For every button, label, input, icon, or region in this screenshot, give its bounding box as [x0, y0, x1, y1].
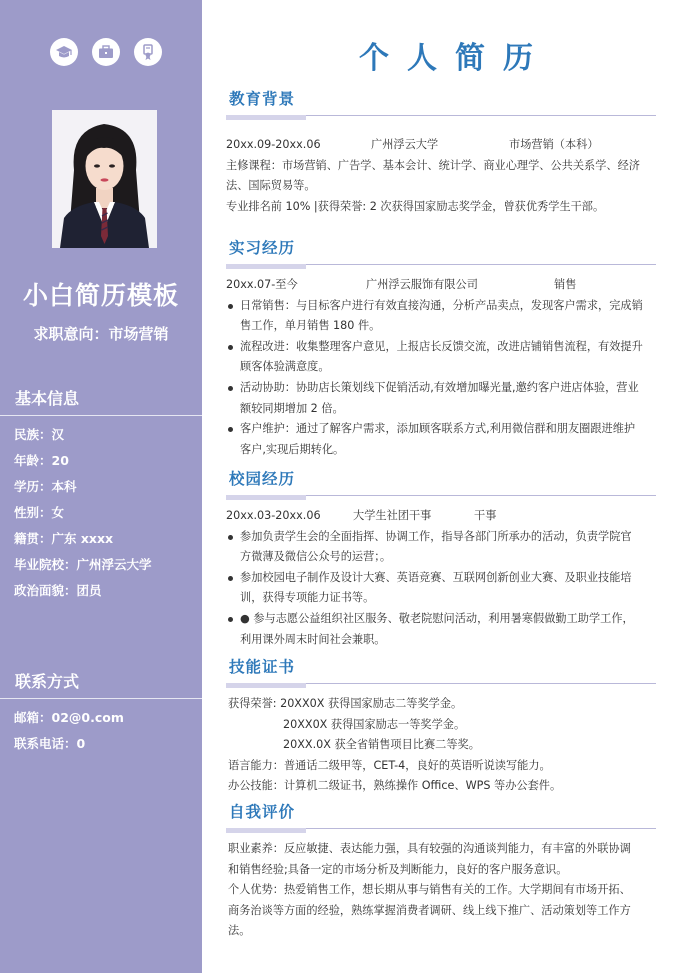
language-line: 语言能力：普通话二级甲等，CET-4，良好的英语听说读写能力。 [228, 758, 551, 772]
campus-section [226, 464, 656, 650]
heading-accent-bar [226, 264, 306, 269]
self-evaluation-heading: 自我评价 [229, 803, 296, 821]
award-line: 获得荣誉: 20XX0X 获得国家励志二等奖学金。 [228, 697, 463, 710]
campus-header-row: 20xx.03-20xx.06 大学生社团干事 干事 [226, 509, 497, 522]
heading-accent-bar [226, 115, 306, 120]
office-line: 办公技能：计算机二级证书，熟练操作 Office、WPS 等办公套件。 [228, 779, 562, 793]
sidebar-icons [50, 38, 162, 66]
info-row: 毕业院校：广州浮云大学 [14, 557, 152, 572]
phone-row[interactable]: 联系电话：0 [14, 736, 86, 751]
heading-accent-bar [226, 683, 306, 688]
list-item: 客户维护：通过了解客户需求，添加顾客联系方式,利用微信群和朋友圈跟进维护 客户,实现后期转化。 [226, 419, 656, 460]
award-line: 20XX.0X 获全省销售项目比赛二等奖。 [283, 738, 480, 752]
skills-heading: 技能证书 [229, 658, 296, 676]
heading-accent-bar [226, 828, 306, 833]
internship-header-row: 20xx.07-至今 广州浮云服饰有限公司 销售 [226, 278, 577, 291]
list-item: 日常销售：与目标客户进行有效直接沟通，分析产品卖点，发现客户需求，完成销 售工作，单月销售 180 件。 [226, 296, 656, 337]
sidebar [0, 0, 202, 973]
internship-heading: 实习经历 [229, 239, 296, 257]
email-row[interactable]: 邮箱：02@0.com [14, 710, 124, 725]
contact-heading: 联系方式 [0, 669, 202, 699]
resume-title: 个人简历 [359, 41, 551, 76]
internship-section [226, 233, 656, 460]
basic-info-section [0, 386, 202, 604]
list-item: 参加负责学生会的全面指挥、协调工作，指导各部门所承办的活动，负责学院官 方微薄及微信公众号的运营；。 [226, 527, 656, 568]
eval-line: 和销售经验;具备一定的市场分析及判断能力，良好的客户服务意识。 [228, 862, 568, 876]
education-header-row: 20xx.09-20xx.06 广州浮云大学 市场营销（本科） [226, 138, 599, 151]
list-item: ● 参与志愿公益组织社区服务、敬老院慰问活动，利用暑寒假做勤工助学工作， 利用课外周末时间社会兼职。 [226, 609, 656, 650]
courses-line: 主修课程：市场营销、广告学、基本会计、统计学、商业心理学、公共关系学、经济 [226, 158, 640, 172]
certificate-icon [134, 38, 162, 66]
education-heading: 教育背景 [229, 90, 296, 108]
info-row: 籍贯：广东 xxxx [14, 531, 114, 546]
profile-photo [52, 110, 157, 248]
briefcase-icon [92, 38, 120, 66]
job-intent: 求职意向：市场营销 [33, 325, 169, 343]
campus-heading: 校园经历 [229, 470, 296, 488]
education-section [226, 84, 656, 217]
skills-section [226, 652, 656, 797]
eval-line: 职业素养：反应敏捷、表达能力强，具有较强的沟通谈判能力，有丰富的外联协调 [228, 842, 631, 855]
info-row: 学历：本科 [14, 479, 77, 494]
award-line: 20XX0X 获得国家励志一等奖学金。 [283, 717, 466, 731]
info-row: 政治面貌：团员 [14, 583, 102, 598]
graduation-cap-icon [50, 38, 78, 66]
list-item: 参加校园电子制作及设计大赛、英语竞赛、互联网创新创业大赛、及职业技能培 训，获得专项能力证书等。 [226, 568, 656, 609]
info-row: 年龄：20 [14, 453, 69, 468]
contact-section [0, 669, 202, 757]
eval-line: 法。 [228, 924, 251, 938]
eval-line: 商务治谈等方面的经验，熟练掌握消费者调研、线上线下推广、活动策划等工作方 [228, 903, 631, 917]
info-row: 民族：汉 [14, 427, 65, 442]
list-item: 活动协助：协助店长策划线下促销活动,有效增加曝光量,邀约客户进店体验，营业 额较同期增加 2 倍。 [226, 378, 656, 419]
info-row: 性别：女 [14, 505, 65, 520]
list-item: 流程改进：收集整理客户意见，上报店长反馈交流，改进店铺销售流程，有效提升 顾客体验满意度。 [226, 337, 656, 378]
courses-line: 法、国际贸易等。 [226, 179, 316, 193]
candidate-name: 小白简历模板 [22, 281, 179, 310]
heading-accent-bar [226, 495, 306, 500]
eval-line: 个人优势：热爱销售工作，想长期从事与销售有关的工作。大学期间有市场开拓、 [228, 883, 631, 897]
honors-line: 专业排名前 10% |获得荣誉: 2 次获得国家励志奖学金，曾获优秀学生干部。 [226, 199, 605, 213]
basic-info-heading: 基本信息 [0, 386, 202, 416]
self-evaluation-section [226, 797, 656, 942]
